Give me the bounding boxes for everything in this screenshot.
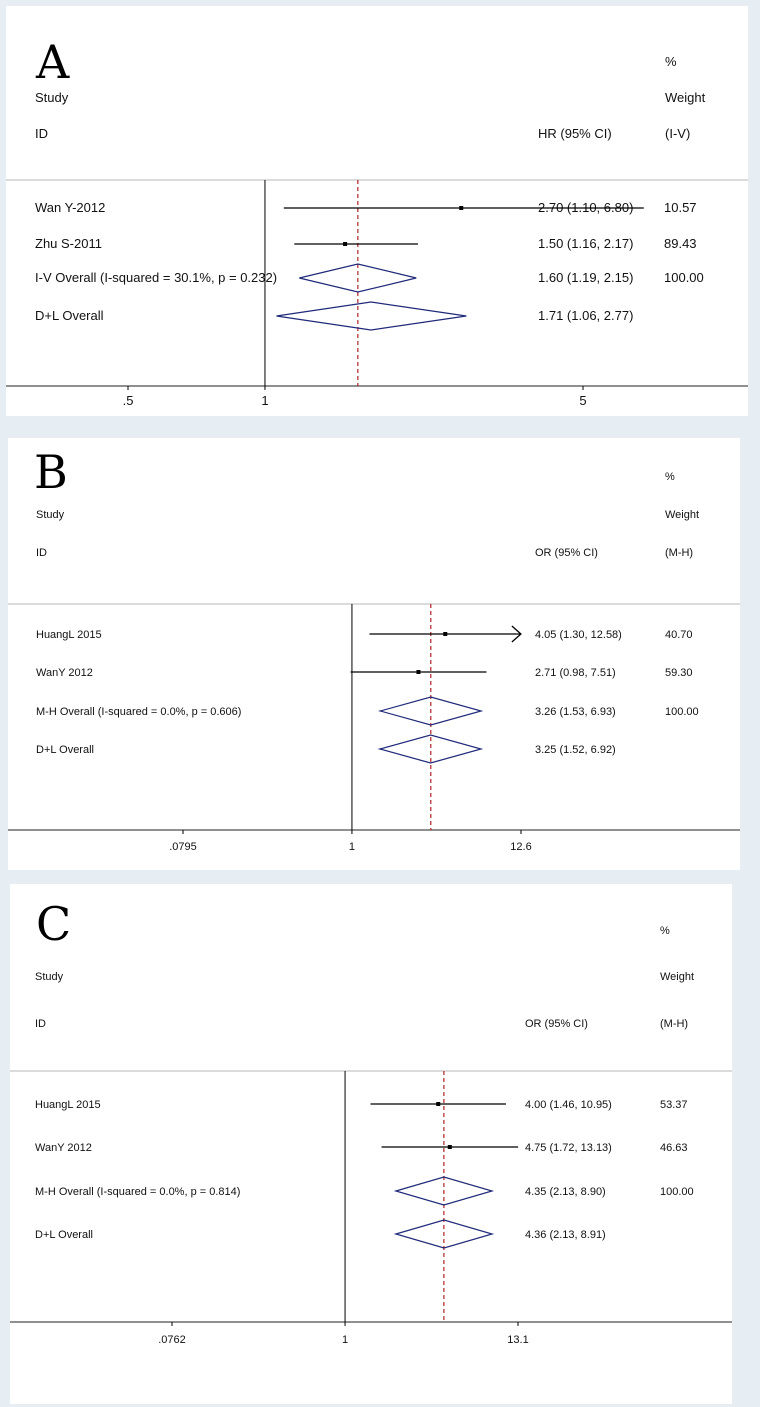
forest-plot-panel-b xyxy=(8,438,740,870)
panel-c-row-weight: 46.63 xyxy=(660,1142,688,1154)
panel-c-letter: C xyxy=(36,897,72,951)
forest-plot-panel-a xyxy=(6,6,748,416)
panel-c-header-effect: OR (95% CI) xyxy=(525,1018,588,1030)
panel-c-row-label: HuangL 2015 xyxy=(35,1099,101,1111)
panel-a-tick-label: 1 xyxy=(261,393,269,408)
panel-a-row-weight: 100.00 xyxy=(664,270,704,285)
panel-c-header-study: Study xyxy=(35,971,64,983)
panel-c-header-percent: % xyxy=(660,925,670,937)
panel-b-header-study: Study xyxy=(36,509,65,521)
panel-a-header-id: ID xyxy=(35,126,48,141)
panel-a-row-weight: 10.57 xyxy=(664,200,697,215)
panel-c-row-label: D+L Overall xyxy=(35,1229,93,1241)
panel-a-header-effect: HR (95% CI) xyxy=(538,126,612,141)
panel-b-row-ci: 4.05 (1.30, 12.58) xyxy=(535,629,622,641)
panel-a-row-label: D+L Overall xyxy=(35,308,104,323)
panel-c-header-weight: Weight xyxy=(660,971,695,983)
panel-b-letter: B xyxy=(34,445,68,499)
panel-c-tick-label: 1 xyxy=(341,1334,349,1346)
panel-a-header-method: (I-V) xyxy=(665,126,691,141)
panel-b-row-label: M-H Overall (I-squared = 0.0%, p = 0.606) xyxy=(36,706,242,718)
panel-c-row-ci: 4.36 (2.13, 8.91) xyxy=(525,1229,606,1241)
panel-a-row-label: Wan Y-2012 xyxy=(35,200,106,215)
panel-b-tick-label: 12.6 xyxy=(510,841,532,853)
panel-c-row-label: M-H Overall (I-squared = 0.0%, p = 0.814) xyxy=(35,1186,241,1198)
panel-b-row-ci: 3.26 (1.53, 6.93) xyxy=(535,706,616,718)
panel-a-header-weight: Weight xyxy=(665,90,706,105)
panel-b-tick-label: .0795 xyxy=(169,841,197,853)
panel-b-header-effect: OR (95% CI) xyxy=(535,547,598,559)
panel-a-row-weight: 89.43 xyxy=(664,236,697,251)
panel-a-header-percent: % xyxy=(665,54,677,69)
panel-c-row-label: WanY 2012 xyxy=(35,1142,92,1154)
panel-b-row-label: HuangL 2015 xyxy=(36,629,102,641)
panel-a-tick-label: .5 xyxy=(122,393,134,408)
panel-a-row-ci: 1.71 (1.06, 2.77) xyxy=(538,308,634,323)
panel-c-point-estimate xyxy=(448,1145,452,1149)
forest-plot-a-svg xyxy=(6,6,748,416)
panel-b-tick-label: 1 xyxy=(348,841,356,853)
panel-c-row-weight: 53.37 xyxy=(660,1099,688,1111)
panel-b-row-weight: 59.30 xyxy=(665,667,693,679)
panel-b-row-weight: 100.00 xyxy=(665,706,699,718)
panel-a-row-ci: 1.50 (1.16, 2.17) xyxy=(538,236,634,251)
panel-b-header-method: (M-H) xyxy=(665,547,694,559)
panel-b-row-ci: 2.71 (0.98, 7.51) xyxy=(535,667,616,679)
forest-plot-c-svg xyxy=(10,884,732,1404)
panel-c-row-ci: 4.75 (1.72, 13.13) xyxy=(525,1142,612,1154)
forest-plot-panel-c xyxy=(10,884,732,1404)
panel-b-header-percent: % xyxy=(665,471,675,483)
panel-b-row-weight: 40.70 xyxy=(665,629,693,641)
panel-c-row-weight: 100.00 xyxy=(660,1186,694,1198)
panel-c-tick-label: .0762 xyxy=(158,1334,186,1346)
panel-b-row-label: D+L Overall xyxy=(36,744,94,756)
panel-a-letter: A xyxy=(36,35,70,89)
panel-c-header-id: ID xyxy=(35,1018,46,1030)
panel-a-row-ci: 2.70 (1.10, 6.80) xyxy=(538,200,634,215)
panel-a-row-label: I-V Overall (I-squared = 30.1%, p = 0.232) xyxy=(35,270,278,285)
panel-c-row-ci: 4.35 (2.13, 8.90) xyxy=(525,1186,606,1198)
panel-b-header-weight: Weight xyxy=(665,509,700,521)
panel-a-tick-label: 5 xyxy=(579,393,587,408)
panel-a-overall-diamond xyxy=(276,302,466,330)
panel-a-header-study: Study xyxy=(35,90,69,105)
panel-b-point-estimate xyxy=(416,670,420,674)
panel-c-point-estimate xyxy=(436,1102,440,1106)
panel-b-point-estimate xyxy=(443,632,447,636)
panel-c-row-ci: 4.00 (1.46, 10.95) xyxy=(525,1099,612,1111)
forest-plot-b-svg xyxy=(8,438,740,870)
panel-a-row-label: Zhu S-2011 xyxy=(35,236,102,251)
panel-b-header-id: ID xyxy=(36,547,47,559)
panel-c-header-method: (M-H) xyxy=(660,1018,689,1030)
panel-b-row-label: WanY 2012 xyxy=(36,667,93,679)
panel-a-point-estimate xyxy=(343,242,347,246)
panel-b-row-ci: 3.25 (1.52, 6.92) xyxy=(535,744,616,756)
panel-c-tick-label: 13.1 xyxy=(507,1334,529,1346)
panel-a-row-ci: 1.60 (1.19, 2.15) xyxy=(538,270,634,285)
panel-a-point-estimate xyxy=(459,206,463,210)
